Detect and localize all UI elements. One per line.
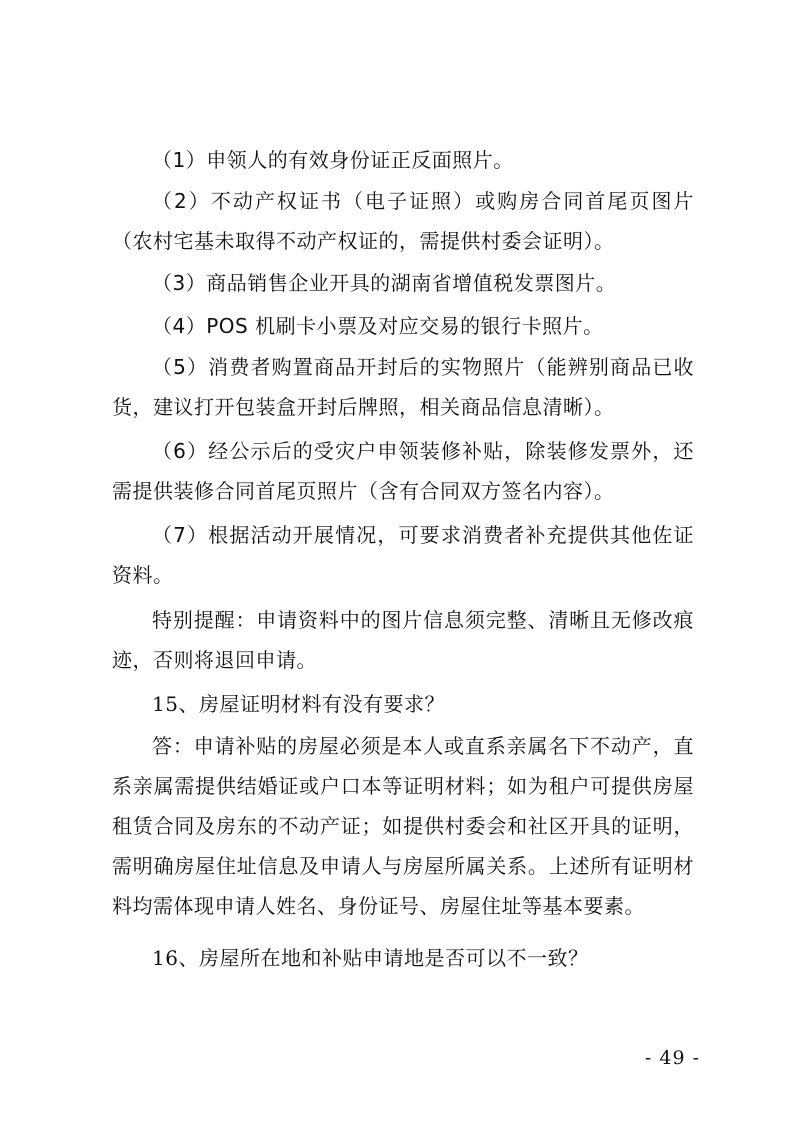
- item-7-supplementary-materials: （7）根据活动开展情况，可要求消费者补充提供其他佐证资料。: [112, 523, 694, 587]
- item-3-vat-invoice: （3）商品销售企业开具的湖南省增值税发票图片。: [152, 271, 617, 295]
- question-16-heading: 16、房屋所在地和补贴申请地是否可以不一致？: [152, 946, 589, 970]
- answer-15: 答：申请补贴的房屋必须是本人或直系亲属名下不动产，直系亲属需提供结婚证或户口本等证明材料；如为租户可提供房屋租赁合同及房东的不动产证；如提供村委会和社区开具的证明，需明确房屋住址信息及申请人与房屋所属关系。上述所有证明材料均需体现申请人姓名、身份证号、房屋住址等基本要素。: [112, 734, 694, 918]
- item-4-pos-receipt: （4）POS 机刷卡小票及对应交易的银行卡照片。: [152, 314, 604, 338]
- item-1-id-photos: （1）申领人的有效身份证正反面照片。: [152, 148, 514, 172]
- page-number: - 49 -: [644, 1047, 700, 1069]
- item-2-property-certificate: （2）不动产权证书（电子证照）或购房合同首尾页图片（农村宅基未取得不动产权证的，需提供村委会证明）。: [112, 189, 694, 253]
- question-15-heading: 15、房屋证明材料有没有要求？: [152, 692, 445, 716]
- special-reminder: 特别提醒：申请资料中的图片信息须完整、清晰且无修改痕迹，否则将退回申请。: [112, 608, 694, 672]
- item-6-renovation-subsidy: （6）经公示后的受灾户申领装修补贴，除装修发票外，还需提供装修合同首尾页照片（含有合同双方签名内容）。: [112, 439, 694, 503]
- item-5-product-photos: （5）消费者购置商品开封后的实物照片（能辨别商品已收货，建议打开包装盒开封后牌照，相关商品信息清晰）。: [112, 355, 694, 419]
